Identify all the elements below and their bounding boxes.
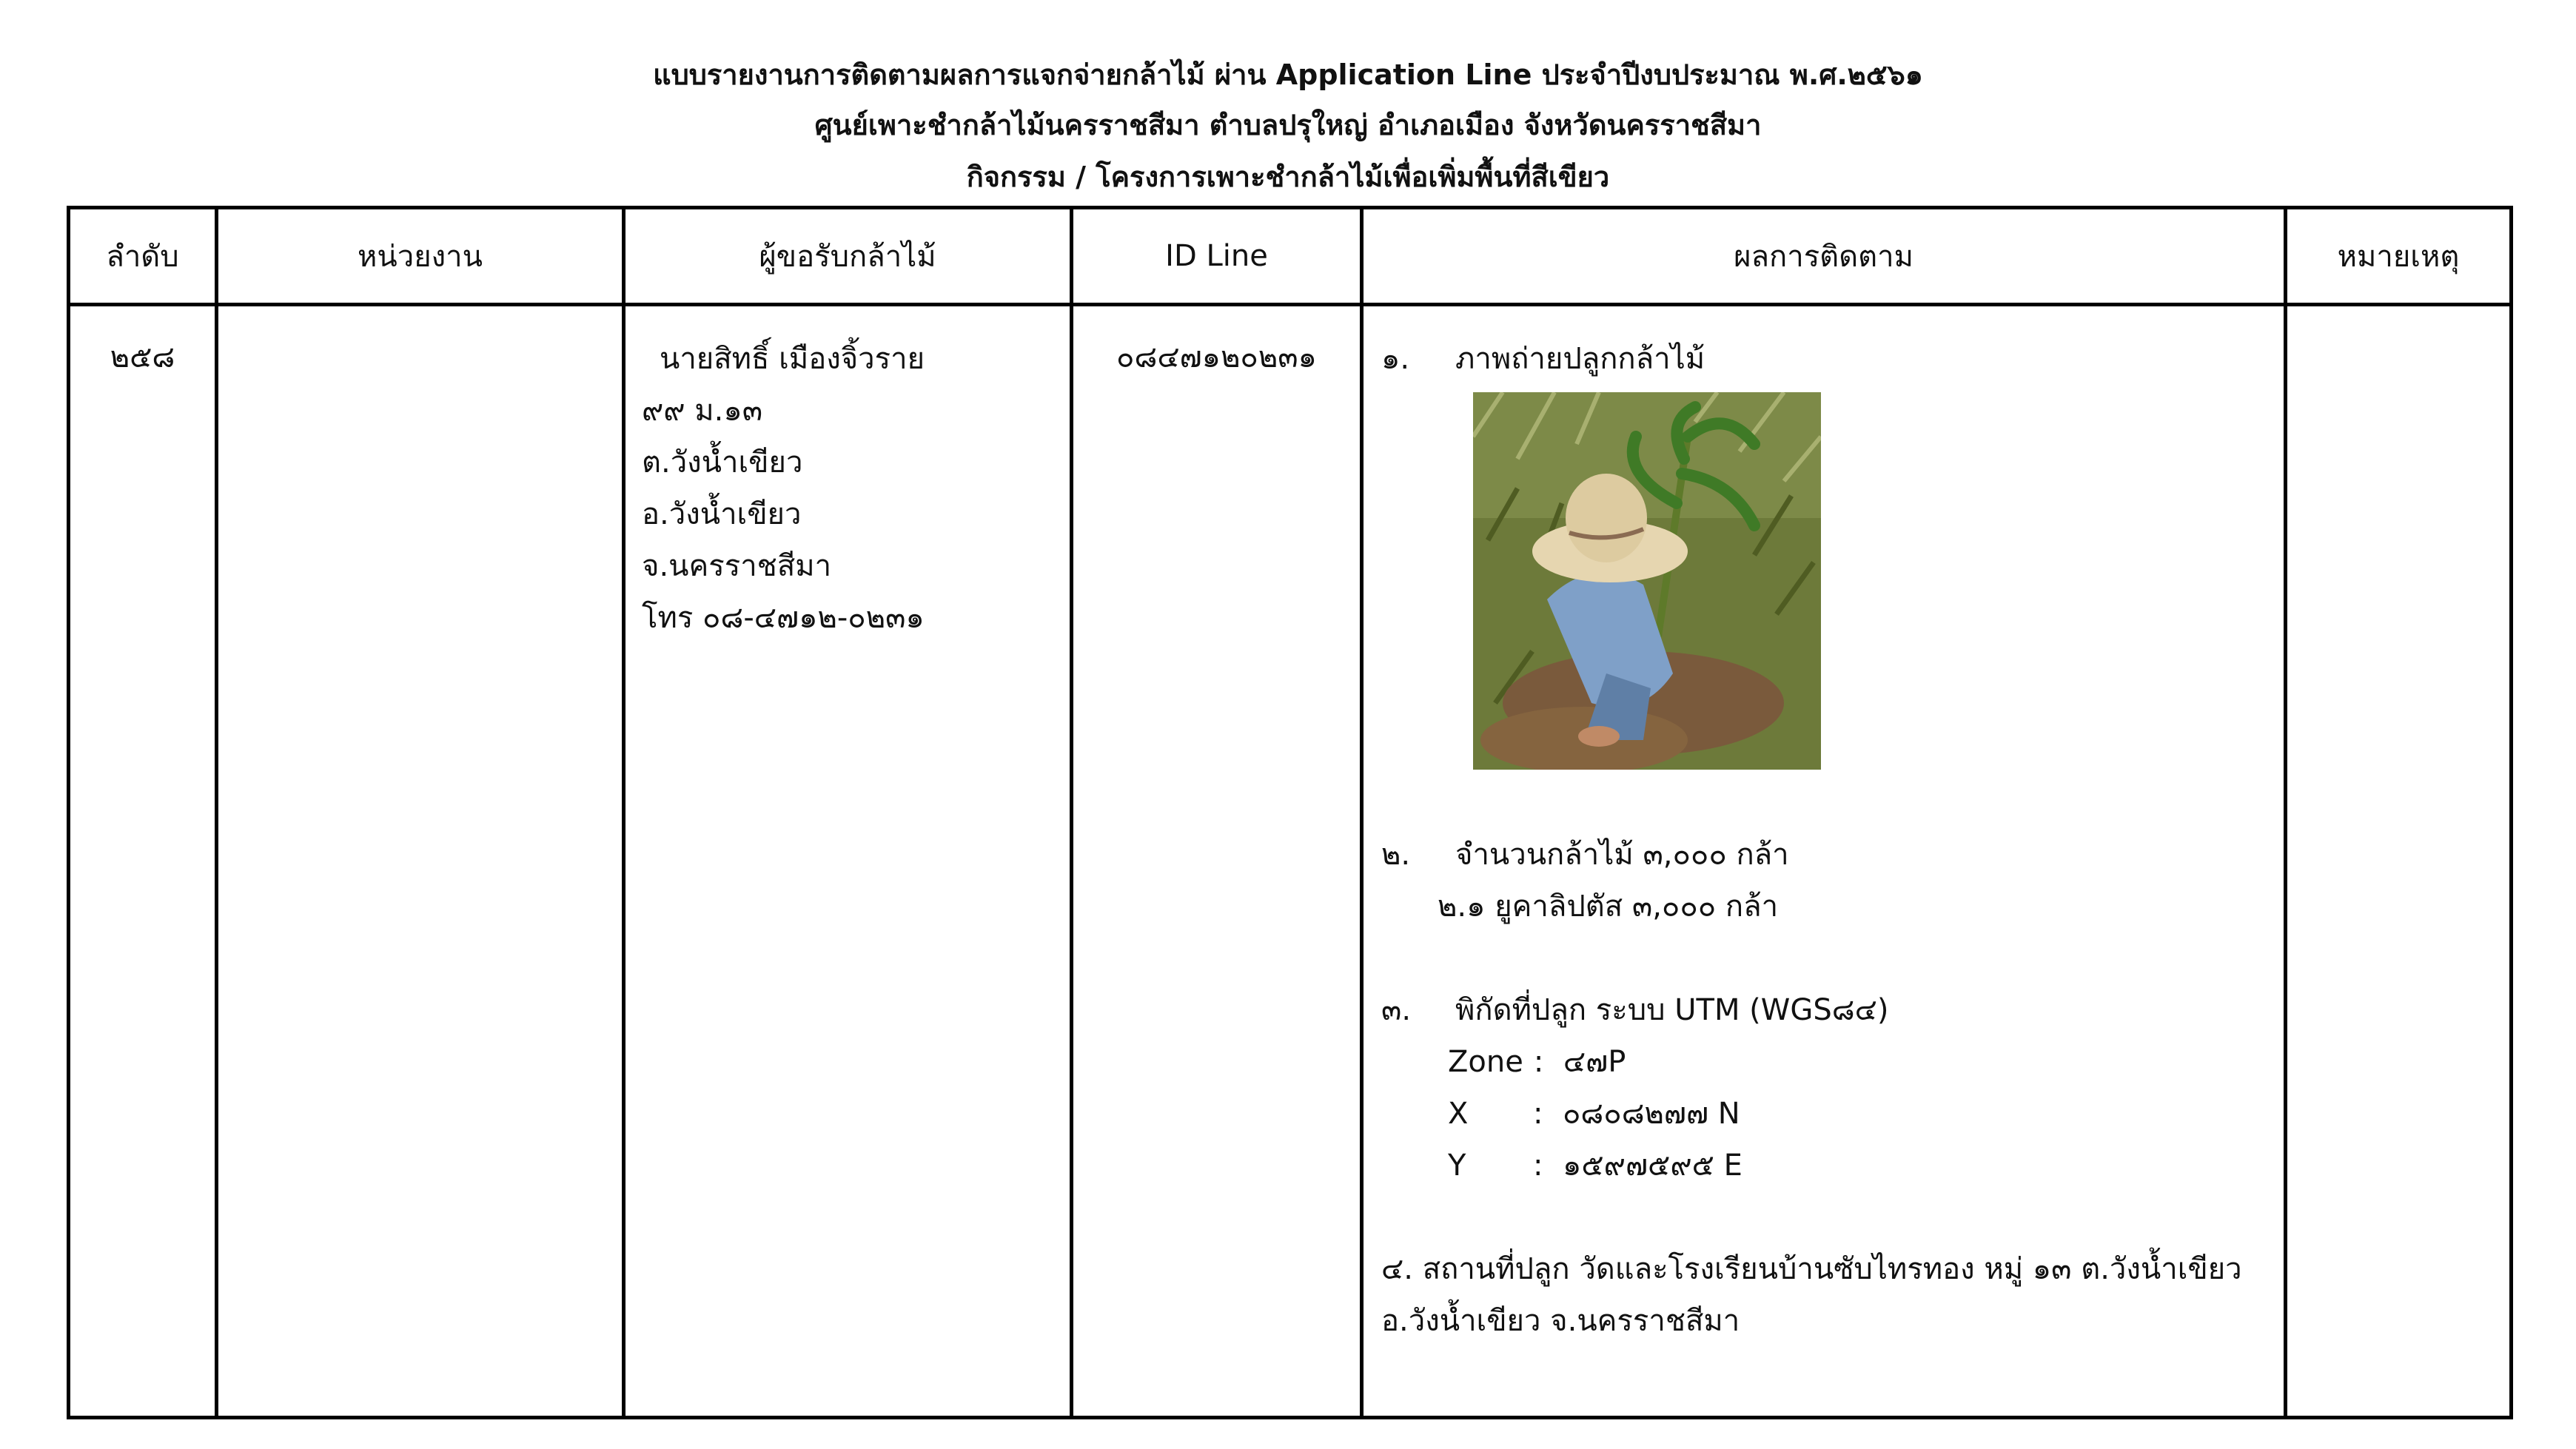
column-header-order: ลำดับ [69,208,217,305]
recipient-phone: โทร ๐๘-๔๗๑๒-๐๒๓๑ [642,601,925,635]
recipient-name: นายสิทธิ์ เมืองจิ้วราย [660,342,925,376]
utm-zone [1381,1036,2284,1088]
item-text: พิกัดที่ปลูก ระบบ UTM (WGS๘๔) [1455,993,1889,1027]
spacer [1381,777,2284,829]
result-item-1 [1381,333,2284,385]
cell-remark [2286,305,2512,1418]
y-label: Y [1448,1149,1466,1183]
item-number: ๑. [1381,342,1410,376]
column-header-result: ผลการติดตาม [1362,208,2286,305]
recipient-address-line: ๙๙ ม.๑๓ [642,394,763,428]
y-value: ๑๕๙๗๕๙๕ E [1563,1149,1743,1183]
result-item-3 [1381,984,2284,1036]
report-subtitle-project: กิจกรรม / โครงการเพาะชำกล้าไม้เพื่อเพิ่มพื้นที่สีเขียว [966,161,1610,193]
table-row [69,305,2512,1418]
report-subtitle-center: ศูนย์เพาะชำกล้าไม้นครราชสีมา ตำบลปรุใหญ่ อำเภอเมือง จังหวัดนครราชสีมา [814,109,1762,141]
colon: : [1533,1149,1543,1183]
table-header-row [69,208,2512,305]
cell-recipient [624,305,1072,1418]
cell-id-line: ๐๘๔๗๑๒๐๒๓๑ [1072,305,1362,1418]
spacer [1381,932,2284,984]
column-header-remark: หมายเหตุ [2286,208,2512,305]
x-value: ๐๘๐๘๒๗๗ N [1563,1097,1740,1131]
column-header-agency: หน่วยงาน [217,208,624,305]
recipient-address-line: อ.วังน้ำเขียว [642,497,802,531]
recipient-address-line: จ.นครราชสีมา [642,549,832,583]
cell-agency [217,305,624,1418]
utm-x [1381,1088,2284,1140]
cell-order: ๒๕๘ [69,305,217,1418]
recipient-address-line: ต.วังน้ำเขียว [642,446,803,480]
result-item-4-line1: ๔. สถานที่ปลูก วัดและโรงเรียนบ้านซับไทรทอง หมู่ ๑๓ ต.วังน้ำเขียว [1381,1252,2242,1286]
item-number: ๒. [1381,838,1411,872]
column-header-recipient: ผู้ขอรับกล้าไม้ [624,208,1072,305]
x-label: X [1448,1097,1469,1131]
result-item-2 [1381,829,2284,881]
zone-label: Zone [1448,1045,1523,1079]
item-text: จำนวนกล้าไม้ ๓,๐๐๐ กล้า [1455,838,1789,872]
column-header-id-line: ID Line [1072,208,1362,305]
planting-photo [1473,392,1821,770]
item-number: ๓. [1381,993,1412,1027]
zone-value: ๔๗P [1563,1045,1626,1079]
spacer [1381,1191,2284,1243]
utm-y [1381,1140,2284,1191]
colon: : [1533,1097,1543,1131]
colon: : [1533,1045,1544,1079]
item-text: ภาพถ่ายปลูกกล้าไม้ [1455,342,1705,376]
follow-up-table [67,206,2513,1419]
result-item-2-1: ๒.๑ ยูคาลิปตัส ๓,๐๐๐ กล้า [1438,890,1779,924]
report-title: แบบรายงานการติดตามผลการแจกจ่ายกล้าไม้ ผ่าน Application Line ประจำปีงบประมาณ พ.ศ.๒๕๖๑ [653,58,1923,91]
cell-result [1362,305,2286,1418]
result-item-4-line2: อ.วังน้ำเขียว จ.นครราชสีมา [1381,1304,1740,1338]
